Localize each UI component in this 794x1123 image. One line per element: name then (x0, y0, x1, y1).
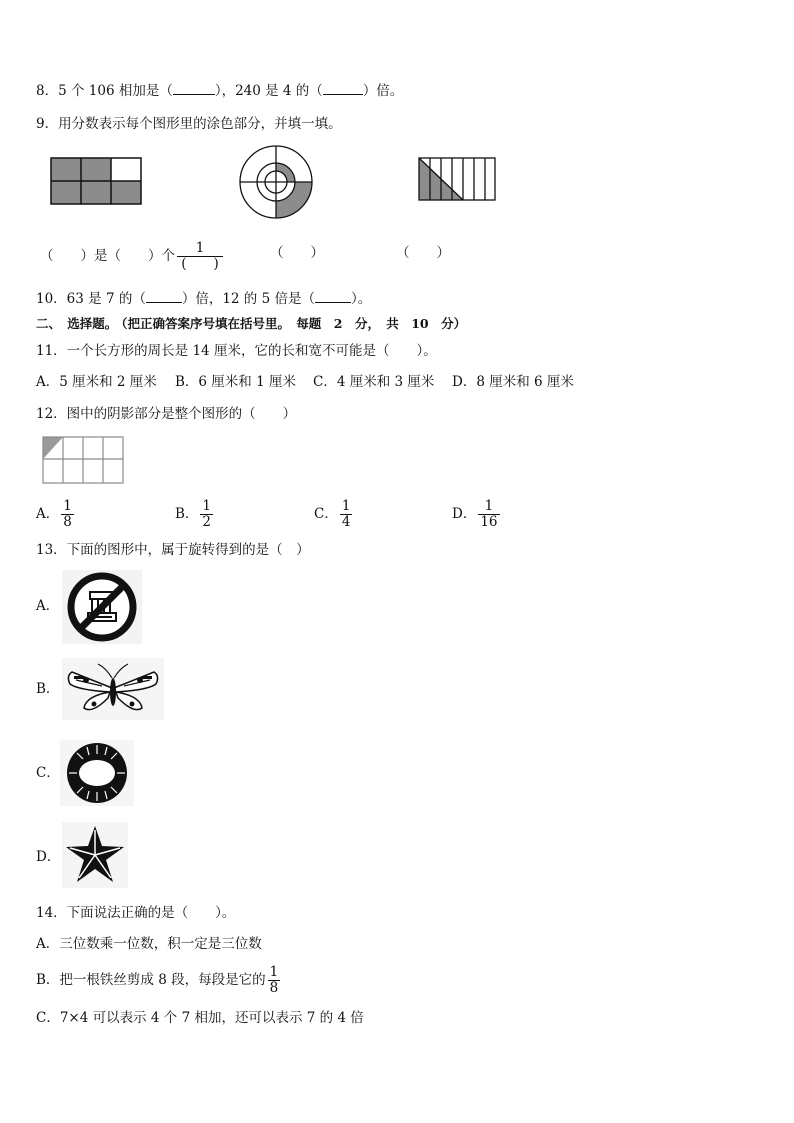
grid-cell (111, 158, 141, 181)
question-11: 11．一个长方形的周长是 14 厘米，它的长和宽不可能是（ ）。 (36, 343, 437, 359)
q11-option-a[interactable]: A．5 厘米和 2 厘米 (36, 374, 157, 390)
q14-option-b[interactable]: B．把一根铁丝剪成 8 段，每段是它的 $\frac{1}{8}$ (36, 964, 279, 996)
shaded-corner (43, 437, 63, 459)
fraction: $\frac{1}{16}$ (480, 498, 498, 530)
section-2-header: 二、 选择题。 （把正确答案序号填在括号里。 每题 2 分， 共 10 分） (36, 316, 467, 331)
q13-option-a-label[interactable]: A． (36, 598, 60, 614)
q13-option-b-label[interactable]: B． (36, 681, 60, 697)
fraction: $\frac{1}{8}$ (269, 964, 279, 996)
question-12: 12．图中的阴影部分是整个图形的（ ） (36, 406, 297, 422)
grid-cell (81, 181, 111, 204)
question-8: 8．5 个 106 相加是（ ），240 是 4 的（ ）倍。 (36, 83, 404, 99)
figure-striped-rectangle (418, 157, 496, 201)
figure-grid-rectangle (50, 157, 142, 205)
answer-blank[interactable] (146, 290, 182, 303)
star-icon[interactable] (62, 822, 128, 888)
answer-blank[interactable] (315, 290, 351, 303)
q11-option-d[interactable]: D．8 厘米和 6 厘米 (452, 374, 574, 390)
grid-cell (51, 181, 81, 204)
q13-option-d-label[interactable]: D． (36, 849, 61, 865)
fraction: $\frac{1}{2}$ (202, 498, 212, 530)
q11-option-b[interactable]: B．6 厘米和 1 厘米 (175, 374, 296, 390)
butterfly-icon[interactable] (62, 658, 164, 720)
q9-answer-3: （ ） (396, 245, 450, 261)
q12-option-c[interactable]: C． $\frac{1}{4}$ (314, 498, 351, 530)
q9-answer-2: （ ） (270, 245, 324, 261)
q14-option-c[interactable]: C．7×4 可以表示 4 个 7 相加，还可以表示 7 的 4 倍 (36, 1010, 364, 1026)
fraction: $\frac{1}{4}$ (341, 498, 351, 530)
q13-option-c-label[interactable]: C． (36, 765, 60, 781)
ring-icon[interactable] (60, 740, 134, 806)
question-13: 13．下面的图形中，属于旋转得到的是（ ） (36, 542, 310, 558)
figure-q12-grid (42, 436, 124, 484)
q12-option-b[interactable]: B． $\frac{1}{2}$ (175, 498, 212, 530)
grid-cell (51, 158, 81, 181)
q12-option-d[interactable]: D． $\frac{1}{16}$ (452, 498, 498, 530)
q14-option-a[interactable]: A．三位数乘一位数，积一定是三位数 (36, 936, 262, 952)
question-14: 14．下面说法正确的是（ ）。 (36, 905, 236, 921)
answer-blank[interactable] (323, 82, 363, 95)
no-entry-sign-icon[interactable] (62, 570, 142, 644)
q12-option-a[interactable]: A． $\frac{1}{8}$ (36, 498, 72, 530)
question-9: 9．用分数表示每个图形里的涂色部分，并填一填。 (36, 116, 342, 132)
q9-answer-row-1: （ ）是（ ）个 $\frac{1}{( )}$ (40, 236, 225, 276)
answer-blank[interactable] (173, 82, 215, 95)
grid-cell (81, 158, 111, 181)
fraction: $\frac{1}{( )}$ (177, 241, 223, 272)
grid-cell (111, 181, 141, 204)
q11-option-c[interactable]: C．4 厘米和 3 厘米 (313, 374, 435, 390)
question-10: 10．63 是 7 的（ ）倍，12 的 5 倍是（ ）。 (36, 291, 372, 307)
fraction: $\frac{1}{8}$ (63, 498, 72, 530)
figure-concentric-circles (238, 144, 314, 220)
